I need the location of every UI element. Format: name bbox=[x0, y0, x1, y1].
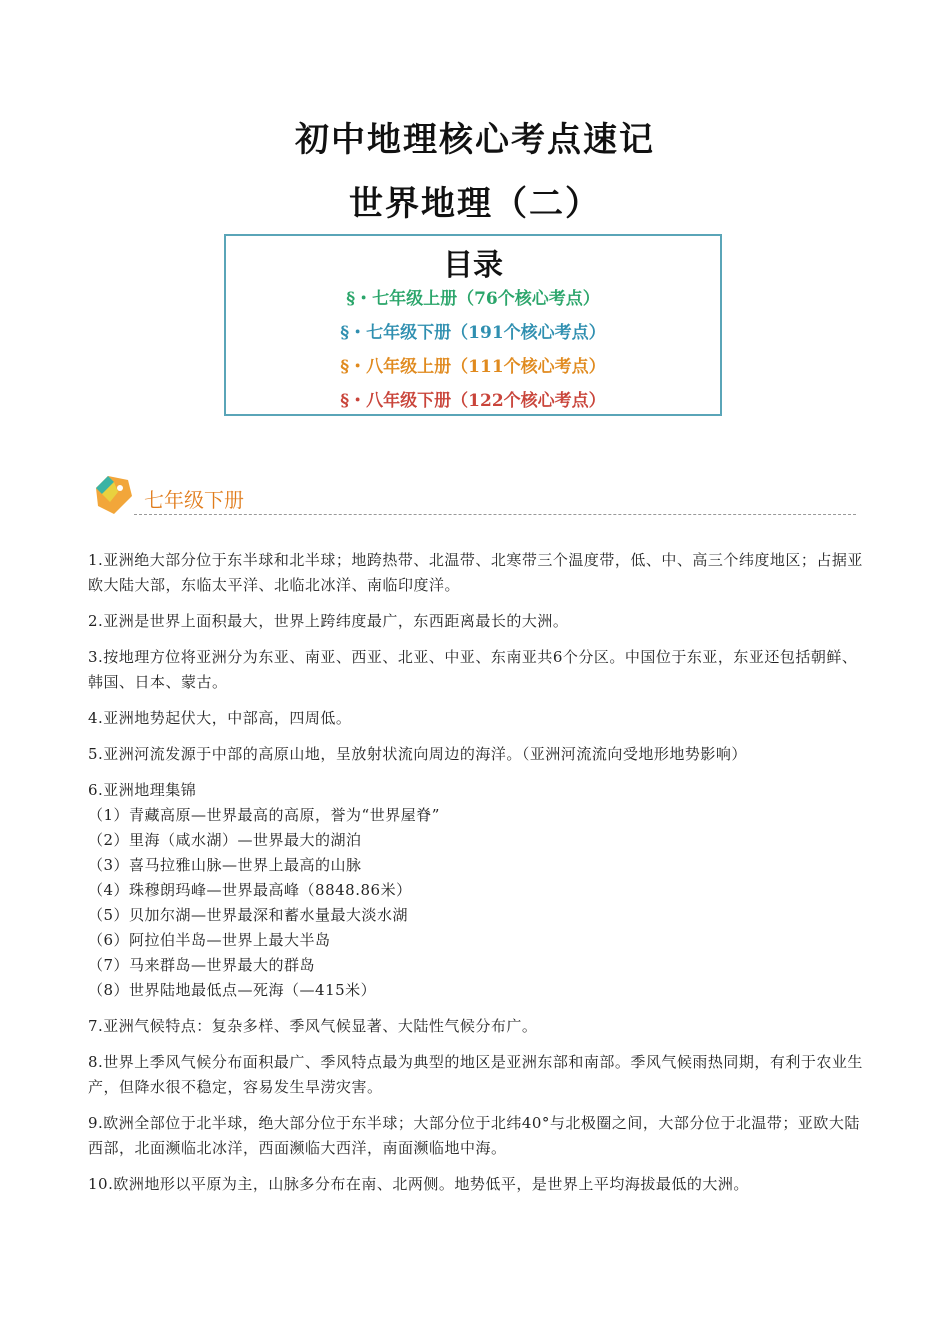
paragraph: 10.欧洲地形以平原为主，山脉多分布在南、北两侧。地势低平，是世界上平均海拔最低的大洲。 bbox=[88, 1175, 749, 1193]
section-title: 七年级下册 bbox=[144, 488, 244, 512]
paragraph: 7.亚洲气候特点：复杂多样、季风气候显著、大陆性气候分布广。 bbox=[88, 1017, 538, 1035]
paragraph: 3.按地理方位将亚洲分为东亚、南亚、西亚、北亚、中亚、东南亚共6个分区。中国位于东亚，东亚还包括朝鲜、韩国、日本、蒙古。 bbox=[88, 648, 858, 691]
list-item: （5）贝加尔湖—世界最深和蓄水量最大淡水湖 bbox=[88, 906, 409, 924]
tag-icon bbox=[92, 472, 136, 516]
document-subtitle: 世界地理（二） bbox=[349, 184, 601, 224]
content-body bbox=[88, 548, 872, 1208]
list-item: （3）喜马拉雅山脉—世界上最高的山脉 bbox=[88, 856, 362, 874]
paragraph: 2.亚洲是世界上面积最大，世界上跨纬度最广，东西距离最长的大洲。 bbox=[88, 612, 569, 630]
table-of-contents bbox=[224, 234, 722, 416]
paragraph: 4.亚洲地势起伏大，中部高，四周低。 bbox=[88, 709, 352, 727]
paragraph: 5.亚洲河流发源于中部的高原山地，呈放射状流向周边的海洋。（亚洲河流流向受地形地势影响） bbox=[88, 745, 747, 763]
list-item: （4）珠穆朗玛峰—世界最高峰（8848.86米） bbox=[88, 881, 412, 899]
list-title: 6.亚洲地理集锦 bbox=[88, 781, 197, 799]
list-item: （1）青藏高原—世界最高的高原，誉为“世界屋脊” bbox=[88, 806, 440, 824]
list-item: （6）阿拉伯半岛—世界上最大半岛 bbox=[88, 931, 331, 949]
toc-item[interactable]: §・七年级下册（191个核心考点） bbox=[340, 323, 606, 343]
toc-heading: 目录 bbox=[443, 248, 503, 283]
document-title: 初中地理核心考点速记 bbox=[295, 120, 655, 160]
toc-item[interactable]: §・八年级上册（111个核心考点） bbox=[340, 357, 606, 377]
section-divider bbox=[134, 514, 856, 515]
toc-item[interactable]: §・七年级上册（76个核心考点） bbox=[346, 289, 600, 309]
toc-item[interactable]: §・八年级下册（122个核心考点） bbox=[340, 391, 606, 411]
paragraph: 8.世界上季风气候分布面积最广、季风特点最为典型的地区是亚洲东部和南部。季风气候雨热同期，有利于农业生产，但降水很不稳定，容易发生旱涝灾害。 bbox=[88, 1053, 863, 1096]
list-item: （7）马来群岛—世界最大的群岛 bbox=[88, 956, 316, 974]
paragraph: 9.欧洲全部位于北半球，绝大部分位于东半球；大部分位于北纬40°与北极圈之间，大部分位于北温带；亚欧大陆西部，北面濒临北冰洋，西面濒临大西洋，南面濒临地中海。 bbox=[88, 1114, 860, 1157]
paragraph: 1.亚洲绝大部分位于东半球和北半球；地跨热带、北温带、北寒带三个温度带，低、中、高三个纬度地区；占据亚欧大陆大部，东临太平洋、北临北冰洋、南临印度洋。 bbox=[88, 551, 863, 594]
section-header bbox=[92, 470, 872, 520]
list-item: （8）世界陆地最低点—死海（—415米） bbox=[88, 981, 377, 999]
list-item: （2）里海（咸水湖）—世界最大的湖泊 bbox=[88, 831, 362, 849]
list-block bbox=[88, 778, 872, 1003]
